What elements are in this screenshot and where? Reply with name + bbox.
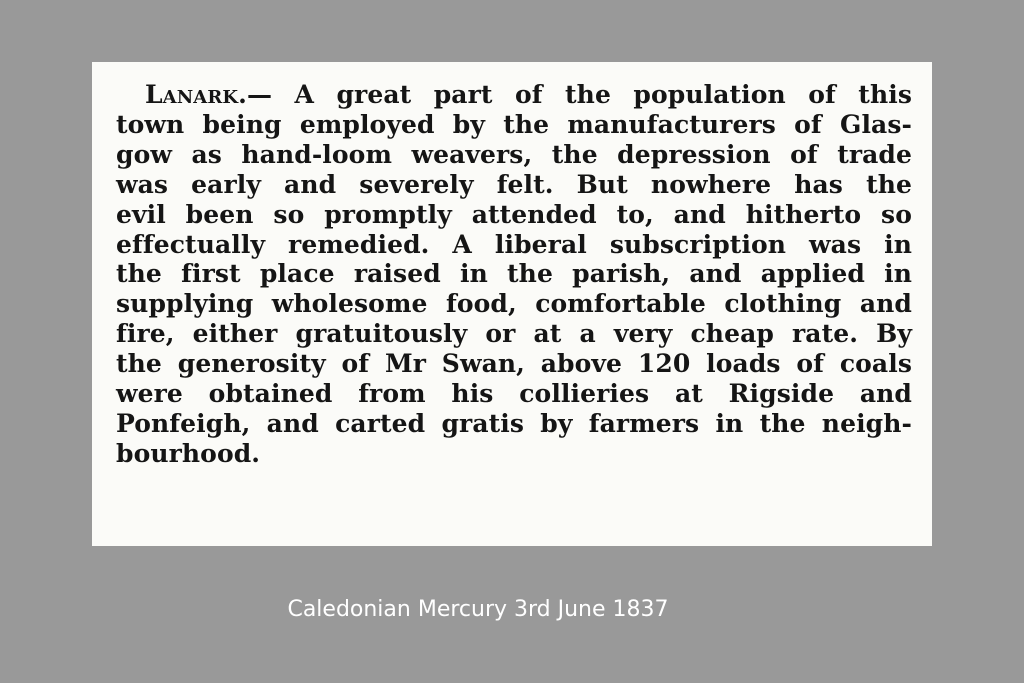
article-line: fire, either gratuitously or at a very cheap rate. By bbox=[116, 319, 912, 349]
article-line: effectually remedied. A liberal subscription was in bbox=[116, 229, 912, 259]
article-line: evil been so promptly attended to, and hitherto so bbox=[116, 199, 912, 229]
article-line: gow as hand-loom weavers, the depression of trade bbox=[116, 139, 912, 169]
article-text bbox=[116, 80, 912, 469]
article-line: supplying wholesome food, comfortable clothing and bbox=[116, 289, 912, 319]
article-heading: Lanark. bbox=[145, 80, 247, 109]
article-line: were obtained from his collieries at Rigside and bbox=[116, 379, 912, 409]
article-line: the first place raised in the parish, and applied in bbox=[116, 259, 912, 289]
article-line: was early and severely felt. But nowhere has the bbox=[116, 169, 912, 199]
article-line: the generosity of Mr Swan, above 120 loads of coals bbox=[116, 349, 912, 379]
article-line: bourhood. bbox=[116, 438, 261, 468]
article-line: Lanark.— A great part of the population of this bbox=[145, 80, 912, 109]
article-line: town being employed by the manufacturers of Glas- bbox=[116, 109, 912, 139]
source-caption: Caledonian Mercury 3rd June 1837 bbox=[287, 597, 669, 622]
newspaper-clipping bbox=[92, 62, 932, 546]
article-line: Ponfeigh, and carted gratis by farmers in the neigh- bbox=[116, 408, 912, 438]
